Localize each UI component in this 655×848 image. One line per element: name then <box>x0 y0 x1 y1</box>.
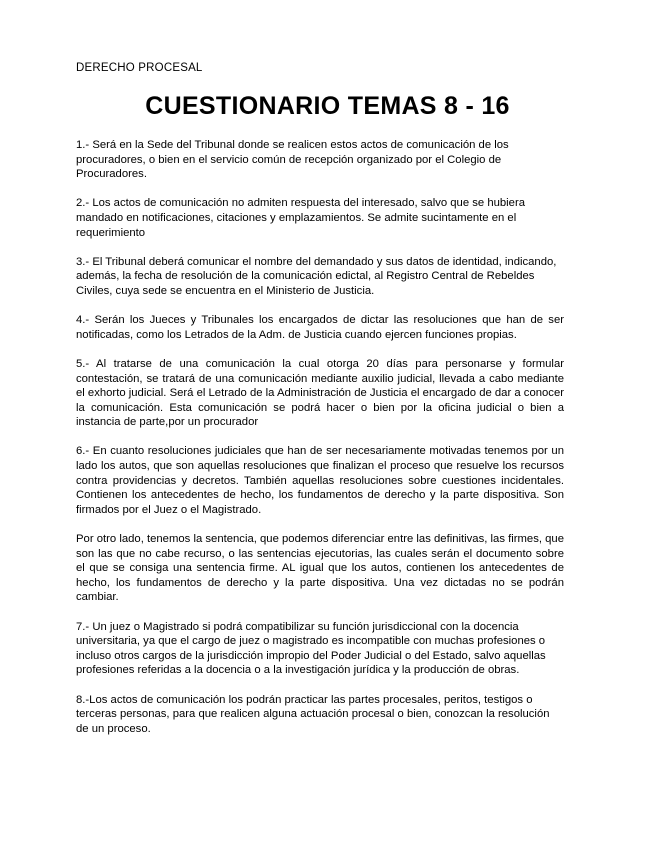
paragraph-answer-4: 4.- Serán los Jueces y Tribunales los encargados de dictar las resoluciones que han de ser notificadas, como los Letrados de la Adm. de Justicia cuando ejercen funciones propias. <box>76 314 564 341</box>
paragraph-answer-1: 1.- Será en la Sede del Tribunal donde se realicen estos actos de comunicación de los procuradores, o bien en el servicio común de recepción organizado por el Colegio de Procuradores. <box>76 139 509 181</box>
paragraph-answer-8: 8.-Los actos de comunicación los podrán practicar las partes procesales, peritos, testigos o terceras personas, para que realicen alguna actuación procesal o bien, conozcan la resolución de un proceso. <box>76 693 550 735</box>
page-title: CUESTIONARIO TEMAS 8 - 16 <box>145 92 510 120</box>
document-body <box>76 138 564 751</box>
subject-heading: DERECHO PROCESAL <box>76 62 203 74</box>
paragraph-answer-6: 6.- En cuanto resoluciones judiciales que han de ser necesariamente motivadas tenemos por un lado los autos, que son aquellas resoluciones que finalizan el proceso que resuelve los recursos contra providencias y decretos. También aquellas resoluciones sobre cuestiones incidentales. Contienen los antecedentes de hecho, los fundamentos de derecho y la parte dispositiva. Son firmados por el Juez o el Magistrado. <box>76 445 564 516</box>
paragraph-answer-6-continued: Por otro lado, tenemos la sentencia, que podemos diferenciar entre las definitivas, las firmes, que son las que no cabe recurso, o las sentencias ejecutorias, las cuales serán el documento sobre el que se consiga una sentencia firme. AL igual que los autos, contienen los antecedentes de hecho, los fundamentos de derecho y la parte dispositiva. Una vez dictadas no se podrán cambiar. <box>76 533 564 604</box>
paragraph-answer-2: 2.- Los actos de comunicación no admiten respuesta del interesado, salvo que se hubiera mandado en notificaciones, citaciones y emplazamientos. Se admite sucintamente en el requerimiento <box>76 197 526 239</box>
paragraph-answer-5: 5.- Al tratarse de una comunicación la cual otorga 20 días para personarse y formular contestación, se tratará de una comunicación mediante auxilio judicial, llevada a cabo mediante el exhorto judicial. Será el Letrado de la Administración de Justicia el encargado de dar a conocer la comunicación. Esta comunicación se podrá hacer o bien por la oficina judicial o bien a instancia de parte,por un procurador <box>76 357 564 429</box>
paragraph-answer-7: 7.- Un juez o Magistrado si podrá compatibilizar su función jurisdiccional con la docencia universitaria, ya que el cargo de juez o magistrado es incompatible con muchas profesiones o incluso otros cargos de la jurisdicción impropio del Poder Judicial o del Estado, salvo aquellas profesiones referidas a la docencia o a la investigación jurídica y la producción de obras. <box>76 620 546 677</box>
paragraph-answer-3: 3.- El Tribunal deberá comunicar el nombre del demandado y sus datos de identidad, indicando, además, la fecha de resolución de la comunicación edictal, al Registro Central de Rebeldes Civiles, cuya sede se encuentra en el Ministerio de Justicia. <box>76 255 557 297</box>
